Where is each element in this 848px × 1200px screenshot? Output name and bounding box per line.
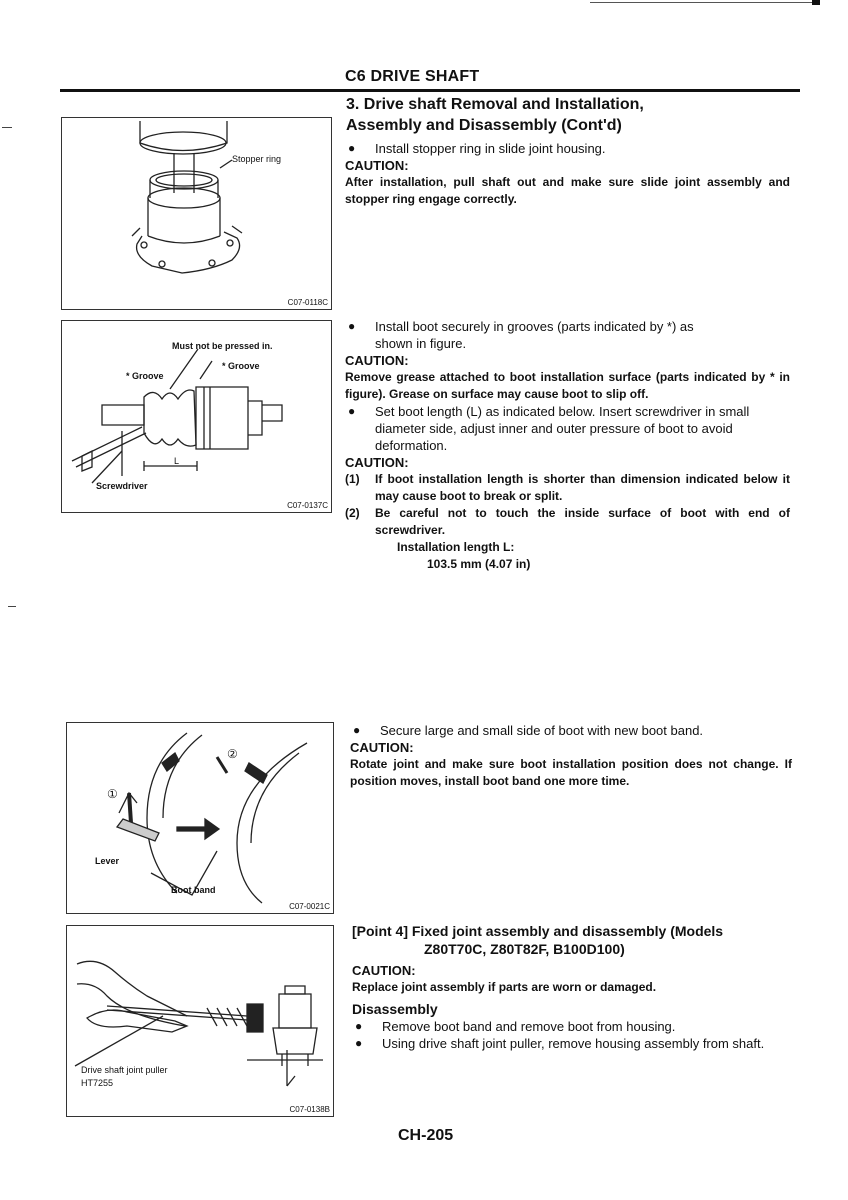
item-text: If boot installation length is shorter than dimension indicated below it may cause boot to break or split. [375, 472, 790, 503]
top-edge-mark [812, 0, 820, 5]
figure-code: C07-0138B [289, 1105, 330, 1114]
bullet-item [345, 403, 790, 454]
point4-title-line1: [Point 4] Fixed joint assembly and disassembly (Models [352, 923, 724, 939]
bullet-dot: ● [355, 1019, 363, 1033]
bullet-text-line1: Install boot securely in grooves (parts indicated by *) as [375, 319, 694, 334]
label-tool-number: HT7255 [81, 1078, 114, 1088]
figure-code: C07-0118C [287, 298, 328, 307]
label-stopper-ring: Stopper ring [232, 154, 282, 164]
caution-text: Replace joint assembly if parts are worn or damaged. [352, 980, 657, 994]
bullet-dot: ● [348, 141, 356, 155]
label-lever: Lever [95, 856, 120, 866]
margin-mark-lower [8, 606, 16, 607]
bullet-text: Using drive shaft joint puller, remove housing assembly from shaft. [382, 1036, 765, 1051]
label-step-1: ① [107, 787, 118, 801]
block-stopper-ring [345, 140, 790, 208]
figure-joint-puller [66, 925, 334, 1117]
header-rule [60, 89, 800, 92]
bullet-item [345, 140, 790, 157]
label-must-not-press: Must not be pressed in. [172, 341, 273, 351]
figure-code: C07-0021C [289, 902, 330, 911]
caution-heading: CAUTION: [350, 740, 414, 755]
page-number: CH-205 [398, 1127, 454, 1144]
install-length-label: Installation length L: [397, 540, 515, 554]
section-title [346, 94, 796, 136]
bullet-dot: ● [353, 723, 361, 737]
bullet-text: Secure large and small side of boot with new boot band. [380, 723, 704, 738]
numbered-item-1 [345, 471, 790, 505]
item-number: (2) [345, 506, 360, 520]
section-title-line2: Assembly and Disassembly (Cont'd) [346, 117, 622, 134]
label-length-L: L [174, 456, 180, 466]
bullet-text: Set boot length (L) as indicated below. Insert screwdriver in small diameter side, adjust inner and outer pressure of boot to avoid deformation. [375, 404, 750, 453]
block-boot-install [345, 318, 790, 573]
point4-title-line2: Z80T70C, Z80T82F, B100D100) [424, 941, 625, 957]
section-title-line1: 3. Drive shaft Removal and Installation, [346, 96, 644, 113]
numbered-item-2 [345, 505, 790, 539]
bullet-dot: ● [348, 404, 356, 418]
bullet-text-line2: shown in figure. [375, 336, 467, 351]
page-header-title: C6 DRIVE SHAFT [345, 68, 480, 85]
figure-code: C07-0137C [287, 501, 328, 510]
disassembly-subhead: Disassembly [352, 1001, 438, 1017]
stopper-ring-illustration [62, 118, 333, 311]
caution-text: After installation, pull shaft out and make sure slide joint assembly and stopper ring engage correctly. [345, 175, 790, 206]
bullet-dot: ● [348, 319, 356, 333]
block-boot-band [350, 722, 792, 790]
figure-stopper-ring [61, 117, 332, 310]
caution-heading: CAUTION: [345, 353, 409, 368]
joint-puller-illustration [67, 926, 335, 1118]
install-length-value: 103.5 mm (4.07 in) [427, 557, 531, 571]
caution-heading: CAUTION: [345, 158, 409, 173]
bullet-item [352, 1018, 794, 1035]
bullet-item [350, 722, 792, 739]
bullet-text: Install stopper ring in slide joint housing. [375, 141, 606, 156]
figure-boot-band [66, 722, 334, 914]
caution-text: Remove grease attached to boot installation surface (parts indicated by * in figure). Grease on surface may cause boot to slip off. [345, 370, 790, 401]
block-fixed-joint [352, 922, 794, 1052]
bullet-item [352, 1035, 794, 1052]
label-joint-puller: Drive shaft joint puller [81, 1065, 168, 1075]
label-boot-band: Boot band [171, 885, 216, 895]
item-text: Be careful not to touch the inside surface of boot with end of screwdriver. [375, 506, 790, 537]
label-step-2: ② [227, 747, 238, 761]
margin-mark-upper [2, 127, 12, 128]
caution-heading: CAUTION: [345, 455, 409, 470]
label-screwdriver: Screwdriver [96, 481, 148, 491]
bullet-text: Remove boot band and remove boot from housing. [382, 1019, 676, 1034]
bullet-dot: ● [355, 1036, 363, 1050]
label-groove-left: * Groove [126, 371, 164, 381]
item-number: (1) [345, 472, 360, 486]
top-edge-rule [590, 2, 818, 3]
bullet-item [345, 318, 790, 352]
label-groove-right: * Groove [222, 361, 260, 371]
figure-boot-install [61, 320, 332, 513]
caution-heading: CAUTION: [352, 963, 416, 978]
caution-text: Rotate joint and make sure boot installation position does not change. If position moves, install boot band one more time. [350, 757, 792, 788]
